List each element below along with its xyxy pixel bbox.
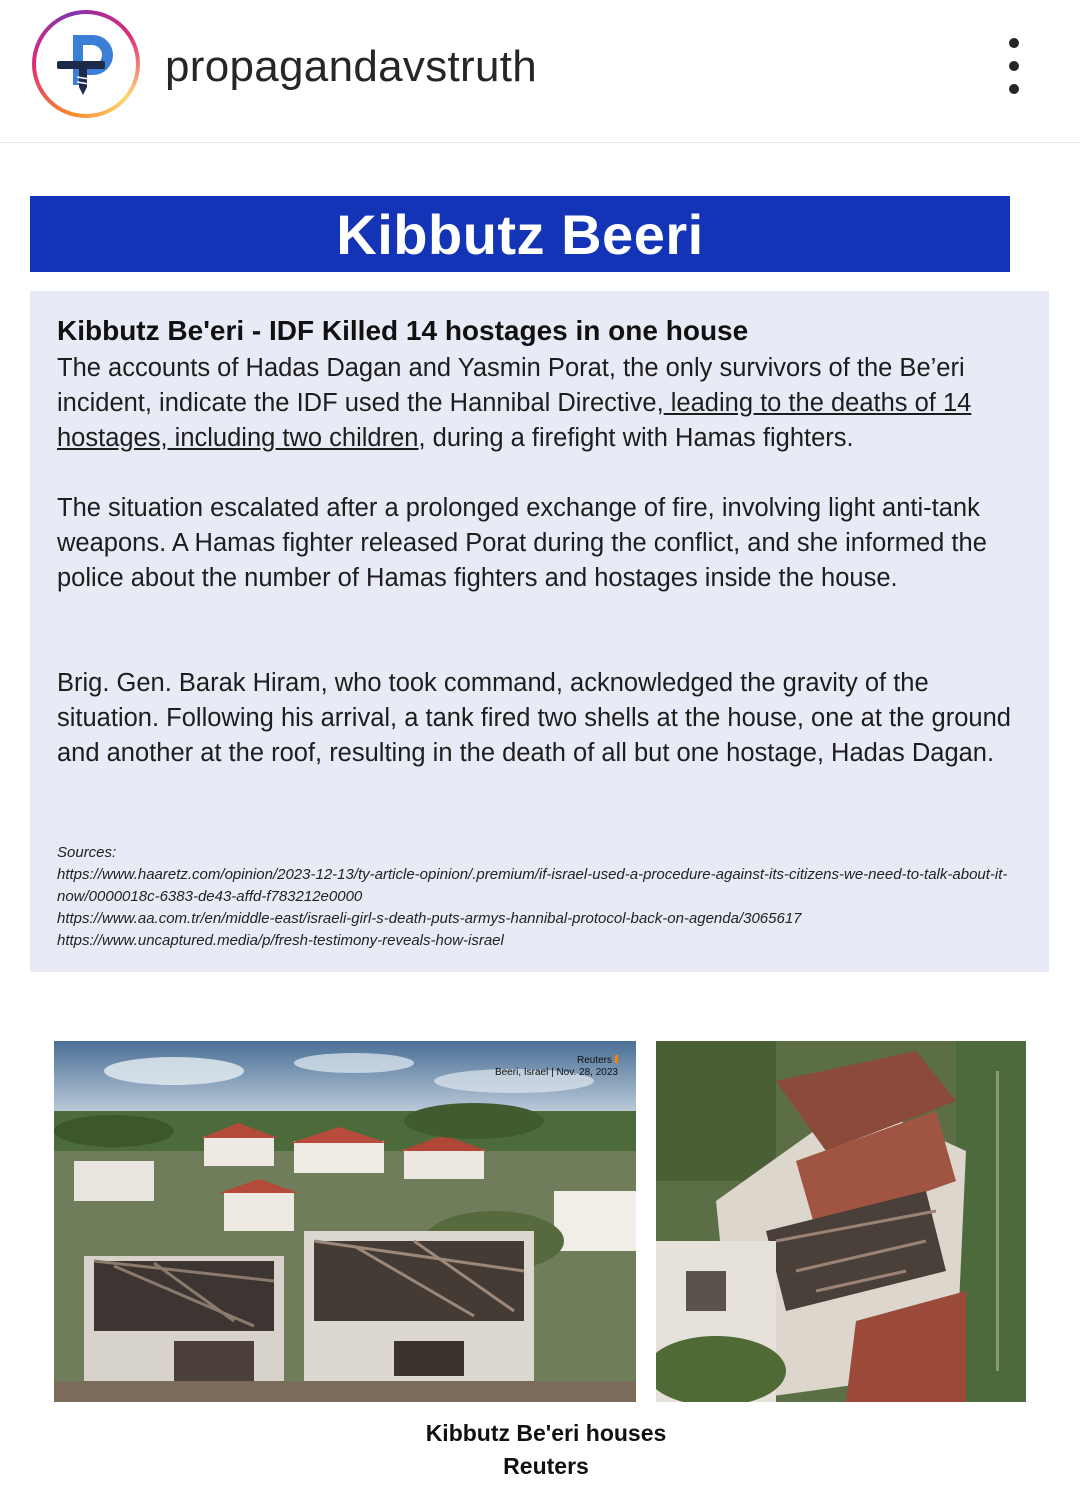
source-link[interactable]: https://www.aa.com.tr/en/middle-east/israeli-girl-s-death-puts-armys-hannibal-protocol-back-on-agenda/3065617 (57, 910, 802, 927)
paragraph-3: Brig. Gen. Barak Hiram, who took command, acknowledged the gravity of the situation. Following his arrival, a tank fired two shells at the house, one at the ground and another at the roof, resulting in the death of all but one hostage, Hadas Dagan. (57, 669, 1011, 767)
paragraph-1 (57, 351, 1037, 456)
sources (57, 842, 1037, 952)
avatar[interactable] (32, 10, 140, 118)
post-header (0, 0, 1080, 143)
more-vertical-icon[interactable] (996, 38, 1032, 94)
source-link[interactable]: https://www.uncaptured.media/p/fresh-testimony-reveals-how-israel (57, 932, 504, 949)
paragraph-2: The situation escalated after a prolonged exchange of fire, involving light anti-tank weapons. A Hamas fighter released Porat during the conflict, and she informed the police about the number of Hamas fighters and hostages inside the house. (57, 494, 987, 592)
destroyed-houses-closeup-photo (656, 1041, 1026, 1402)
photo-caption: Kibbutz Be'eri houses (425, 1420, 667, 1446)
title-banner (30, 196, 1010, 272)
banner-title: Kibbutz Beeri (336, 202, 704, 266)
closeup-image (656, 1041, 1026, 1402)
p-logo-icon (43, 21, 129, 107)
sources-label: Sources: (57, 844, 117, 861)
photo-credit-caption: Reuters (503, 1453, 589, 1479)
destroyed-houses-photo (54, 1041, 636, 1402)
username[interactable]: propagandavstruth (165, 42, 538, 91)
paragraph-1-text: The accounts of Hadas Dagan and Yasmin Porat, the only survivors of the Be’eri incident, indicate the IDF used the Hannibal Directive, (57, 354, 965, 417)
article-heading: Kibbutz Be'eri - IDF Killed 14 hostages in one house (57, 315, 749, 346)
underlined-text: leading to the deaths of 14 hostages, including two children (57, 389, 972, 452)
paragraph-1-tail: , during a firefight with Hamas fighters. (418, 424, 854, 452)
source-link[interactable]: https://www.haaretz.com/opinion/2023-12-13/ty-article-opinion/.premium/if-israel-used-a-procedure-against-its-citizens-we-need-to-talk-about-it-now/0000018c-6383-de43-affd-f783212e0000 (57, 866, 1008, 905)
aerial-view-image (54, 1041, 636, 1402)
article-box (30, 291, 1049, 972)
photo-credit: Reuters Beeri, Israel | Nov. 28, 2023 (494, 1055, 618, 1078)
